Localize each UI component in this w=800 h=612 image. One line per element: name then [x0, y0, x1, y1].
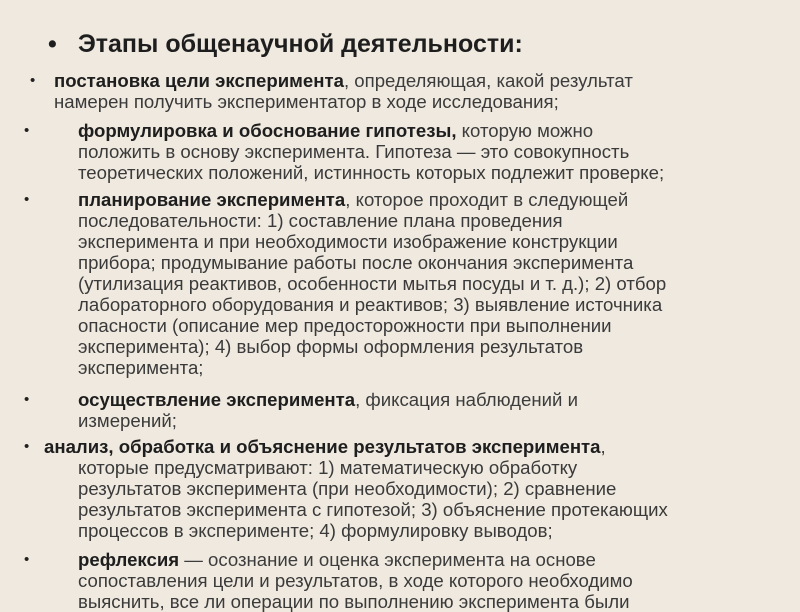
item-first-line [24, 389, 784, 410]
item-lead: осуществление эксперимента [78, 389, 356, 410]
item-bullet: • [24, 551, 30, 568]
item-text: процессов в эксперименте; 4) формулировку выводов; [78, 520, 553, 541]
list-item-execution [24, 389, 784, 431]
item-first-line [24, 120, 784, 141]
item-text: сопоставления цели и результатов, в ходе которого необходимо [78, 570, 633, 591]
list-item-hypothesis [24, 120, 784, 183]
item-text: которые предусматривают: 1) математическую обработку [78, 457, 578, 478]
item-text: эксперимента); 4) выбор формы оформления результатов [78, 336, 584, 357]
item-lead: формулировка и обоснование гипотезы, [78, 120, 457, 141]
list-item-reflection [24, 549, 784, 612]
item-text: намерен получить экспериментатор в ходе исследования; [54, 91, 559, 112]
item-first-line [24, 189, 784, 210]
item-bullet: • [30, 72, 36, 89]
item-first-line [30, 70, 790, 91]
item-text: результатов эксперимента с гипотезой; 3) объяснение протекающих [78, 499, 668, 520]
item-first-line [24, 436, 784, 457]
item-text: , которое проходит в следующей [345, 189, 629, 210]
item-text: эксперимента; [78, 357, 204, 378]
item-text: теоретических положений, истинность которых подлежит проверке; [78, 162, 665, 183]
slide-title [48, 30, 523, 59]
item-bullet: • [24, 122, 30, 139]
item-text: лабораторного оборудования и реактивов; 3) выявление источника [78, 294, 663, 315]
item-bullet: • [24, 391, 30, 408]
item-lead: анализ, обработка и объяснение результатов эксперимента [44, 436, 601, 457]
item-first-line [24, 549, 784, 570]
item-text: — осознание и оценка эксперимента на основе [179, 549, 596, 570]
title-text: Этапы общенаучной деятельности: [78, 30, 523, 58]
item-text: последовательности: 1) составление плана проведения [78, 210, 563, 231]
list-item-analysis [24, 436, 784, 541]
item-text: результатов эксперимента (при необходимости); 2) сравнение [78, 478, 617, 499]
item-text: измерений; [78, 410, 177, 431]
item-lead: планирование эксперимента [78, 189, 346, 210]
item-lead: постановка цели эксперимента [54, 70, 344, 91]
item-bullet: • [24, 438, 30, 455]
item-text: опасности (описание мер предосторожности при выполнении [78, 315, 612, 336]
item-text: которую можно [456, 120, 594, 141]
item-lead: рефлексия [78, 549, 180, 570]
title-bullet: • [48, 30, 57, 58]
list-item-planning [24, 189, 784, 378]
item-bullet: • [24, 191, 30, 208]
item-text: прибора; продумывание работы после окончания эксперимента [78, 252, 634, 273]
item-text: , определяющая, какой результат [343, 70, 633, 91]
item-text: выяснить, все ли операции по выполнению эксперимента были [78, 591, 630, 612]
item-text: положить в основу эксперимента. Гипотеза — это совокупность [78, 141, 630, 162]
item-text: (утилизация реактивов, особенности мытья посуды и т. д.); 2) отбор [78, 273, 667, 294]
list-item-goal [30, 70, 790, 112]
item-text: , фиксация наблюдений и [355, 389, 578, 410]
item-text: эксперимента и при необходимости изображение конструкции [78, 231, 618, 252]
item-text: , [600, 436, 606, 457]
